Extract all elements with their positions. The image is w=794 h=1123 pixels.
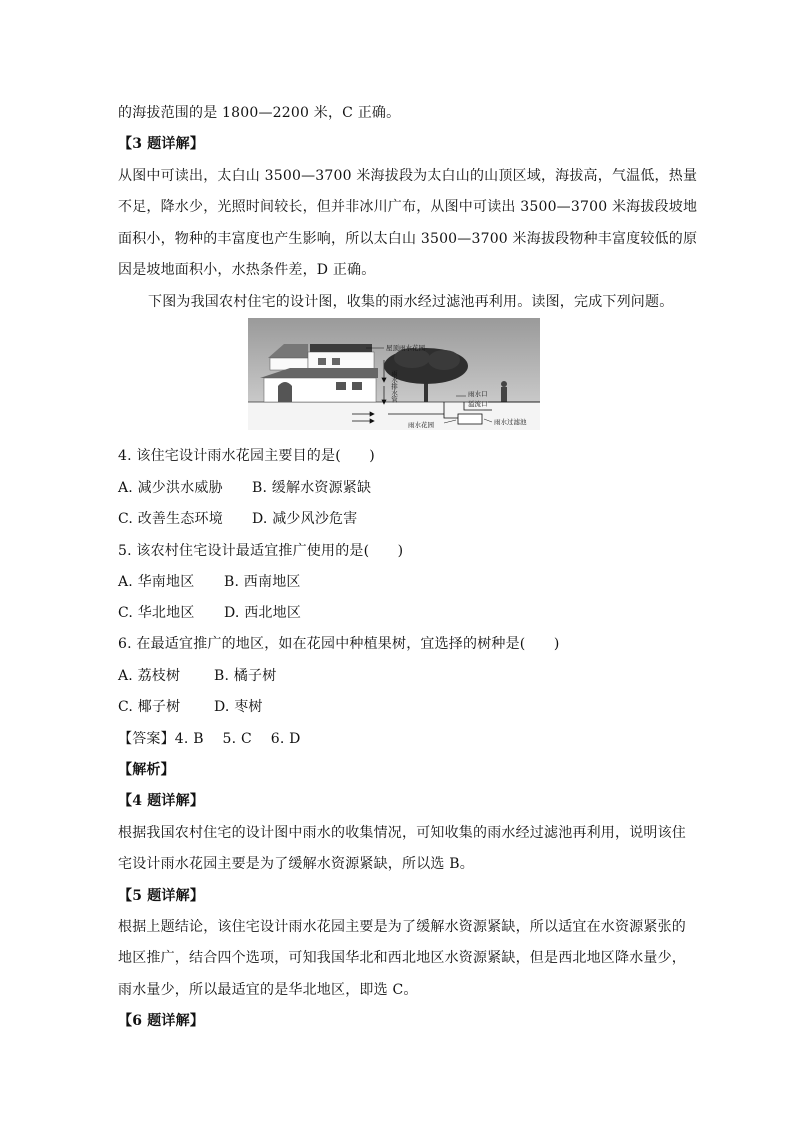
option-c: C. 改善生态环境 [118,511,223,527]
question-6-options [118,697,678,717]
house-illustration [260,344,378,402]
question-intro: 下图为我国农村住宅的设计图，收集的雨水经过滤池再利用。读图，完成下列问题。 [148,294,674,310]
answer-line: 【答案】4. B 5. C 6. D [118,731,301,747]
question-5-options [118,603,678,623]
house-design-figure [248,318,540,430]
person-illustration [501,381,507,402]
svg-text:雨水排水管: 雨水排水管 [390,370,398,403]
question-4-stem: 4. 该住宅设计雨水花园主要目的是( ) [118,448,375,464]
question-5-options [118,572,678,592]
option-a: A. 华南地区 [118,574,195,590]
option-c: C. 华北地区 [118,605,195,621]
question-6-options [118,666,678,686]
section-heading-q3: 【3 题详解】 [118,136,205,152]
text-line: 根据上题结论，该住宅设计雨水花园主要是为了缓解水资源紧缺，所以适宜在水资源紧张的 [118,919,686,935]
label-roof-garden: 屋顶雨水花园 [386,344,425,352]
text-line: 不足，降水少，光照时间较长，但并非冰川广布，从图中可读出 3500—3700 米海拔段坡地 [118,199,698,215]
label-downpipe-vertical [390,370,398,404]
label-rain-inlet: 雨水口 [468,390,488,398]
option-d: D. 减少风沙危害 [252,511,358,527]
option-a: A. 减少洪水威胁 [118,480,223,496]
section-heading-q5: 【5 题详解】 [118,888,205,904]
section-heading-q6: 【6 题详解】 [118,1013,205,1029]
label-filter-pool: 雨水过滤池 [494,418,527,426]
text-line: 宅设计雨水花园主要是为了缓解水资源紧缺，所以选 B。 [118,856,474,872]
text-line: 面积小，物种的丰富度也产生影响，所以太白山 3500—3700 米海拔段物种丰富度较低的原 [118,231,698,247]
question-4-options [118,509,678,529]
text-line: 因是坡地面积小，水热条件差，D 正确。 [118,262,376,278]
option-a: A. 荔枝树 [118,668,181,684]
question-4-options [118,478,678,498]
section-heading-q4: 【4 题详解】 [118,793,205,809]
option-d: D. 西北地区 [224,605,302,621]
question-5-stem: 5. 该农村住宅设计最适宜推广使用的是( ) [118,543,404,559]
question-6-stem: 6. 在最适宜推广的地区，如在花园中种植果树，宜选择的树种是( ) [118,636,560,652]
label-rain-garden: 雨水花园 [408,421,434,429]
analysis-heading: 【解析】 [118,762,175,778]
option-c: C. 椰子树 [118,699,181,715]
option-b: B. 西南地区 [224,574,301,590]
text-line: 地区推广，结合四个选项，可知我国华北和西北地区水资源紧缺，但是西北地区降水量少， [118,950,686,966]
option-b: B. 橘子树 [214,668,277,684]
text-line: 雨水量少，所以最适宜的是华北地区，即选 C。 [118,982,418,998]
text-line: 从图中可读出，太白山 3500—3700 米海拔段为太白山的山顶区域，海拔高，气温低，热量 [118,168,698,184]
text-line: 的海拔范围的是 1800—2200 米，C 正确。 [118,105,401,121]
option-d: D. 枣树 [214,699,263,715]
label-overflow: 溢流口 [468,400,488,408]
text-line: 根据我国农村住宅的设计图中雨水的收集情况，可知收集的雨水经过滤池再利用，说明该住 [118,825,686,841]
option-b: B. 缓解水资源紧缺 [252,480,372,496]
